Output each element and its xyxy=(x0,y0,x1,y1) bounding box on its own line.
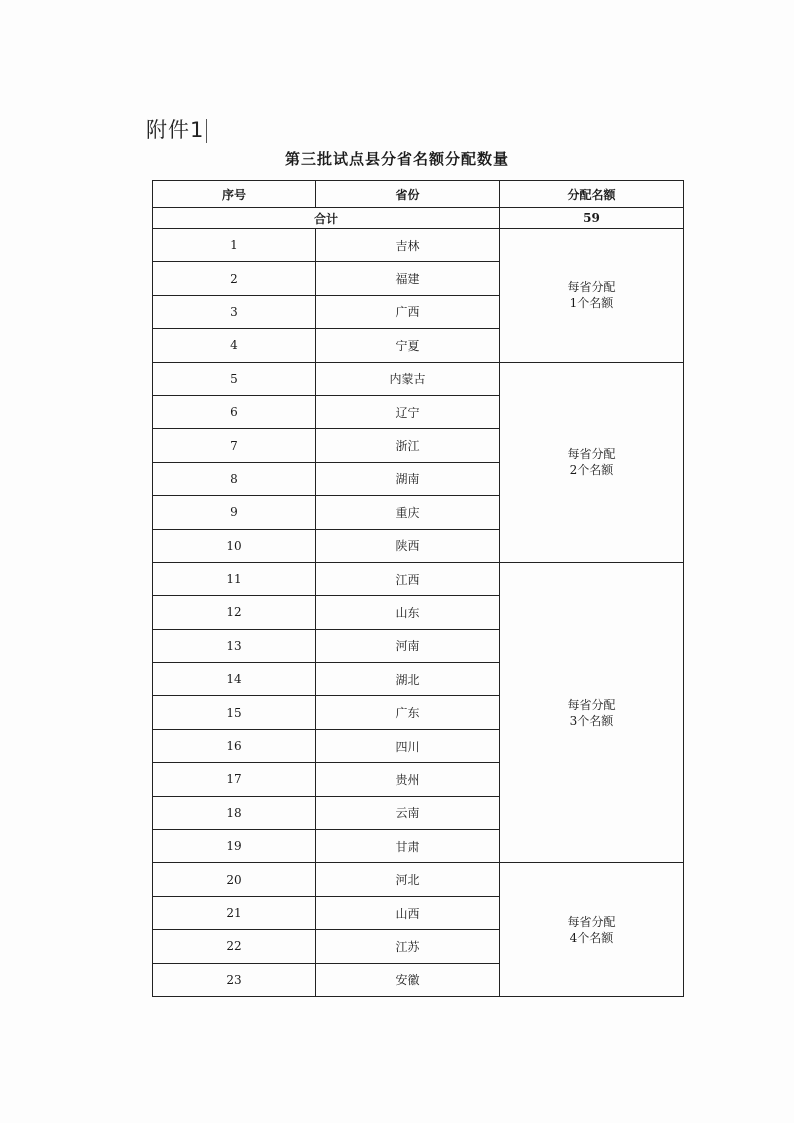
total-label: 合计 xyxy=(153,208,500,229)
group-line1: 每省分配 xyxy=(567,914,616,929)
row-province: 河南 xyxy=(316,629,500,662)
row-province: 广东 xyxy=(316,696,500,729)
row-province: 辽宁 xyxy=(316,395,500,428)
row-no: 11 xyxy=(153,562,316,595)
table-row xyxy=(153,229,684,262)
row-province: 内蒙古 xyxy=(316,362,500,395)
document-title: 第三批试点县分省名额分配数量 xyxy=(284,150,509,168)
row-province: 宁夏 xyxy=(316,329,500,362)
row-no: 10 xyxy=(153,529,316,562)
row-province: 山西 xyxy=(316,896,500,929)
table-row xyxy=(153,863,684,896)
row-province: 江西 xyxy=(316,562,500,595)
row-province: 福建 xyxy=(316,262,500,295)
row-no: 8 xyxy=(153,462,316,495)
row-province: 云南 xyxy=(316,796,500,829)
row-no: 19 xyxy=(153,830,316,863)
row-no: 4 xyxy=(153,329,316,362)
header-quota: 分配名额 xyxy=(500,181,684,208)
row-province: 重庆 xyxy=(316,496,500,529)
row-no: 1 xyxy=(153,229,316,262)
table-header-row xyxy=(153,181,684,208)
row-no: 12 xyxy=(153,596,316,629)
row-province: 湖北 xyxy=(316,663,500,696)
total-value: 59 xyxy=(500,208,684,229)
total-row xyxy=(153,208,684,229)
row-no: 6 xyxy=(153,395,316,428)
row-no: 5 xyxy=(153,362,316,395)
attachment-label: 附件1 xyxy=(146,114,207,144)
row-no: 18 xyxy=(153,796,316,829)
quota-group-2 xyxy=(500,362,684,562)
row-no: 9 xyxy=(153,496,316,529)
row-province: 吉林 xyxy=(316,229,500,262)
header-province: 省份 xyxy=(316,181,500,208)
row-province: 山东 xyxy=(316,596,500,629)
row-no: 22 xyxy=(153,930,316,963)
group-line1: 每省分配 xyxy=(567,447,616,462)
row-province: 广西 xyxy=(316,295,500,328)
row-no: 2 xyxy=(153,262,316,295)
group-line2: 2个名额 xyxy=(569,463,614,478)
row-no: 13 xyxy=(153,629,316,662)
group-line2: 4个名额 xyxy=(569,930,614,945)
row-no: 23 xyxy=(153,963,316,996)
row-province: 湖南 xyxy=(316,462,500,495)
row-province: 浙江 xyxy=(316,429,500,462)
row-province: 河北 xyxy=(316,863,500,896)
quota-group-1 xyxy=(500,229,684,363)
row-no: 14 xyxy=(153,663,316,696)
row-province: 贵州 xyxy=(316,763,500,796)
row-province: 四川 xyxy=(316,729,500,762)
row-no: 21 xyxy=(153,896,316,929)
header-no: 序号 xyxy=(153,181,316,208)
group-line1: 每省分配 xyxy=(567,280,616,295)
row-province: 江苏 xyxy=(316,930,500,963)
row-province: 甘肃 xyxy=(316,830,500,863)
row-no: 16 xyxy=(153,729,316,762)
row-no: 3 xyxy=(153,295,316,328)
group-line2: 1个名额 xyxy=(569,296,614,311)
row-province: 安徽 xyxy=(316,963,500,996)
table-row xyxy=(153,562,684,595)
row-no: 20 xyxy=(153,863,316,896)
row-no: 17 xyxy=(153,763,316,796)
quota-group-3 xyxy=(500,562,684,863)
quota-group-4 xyxy=(500,863,684,997)
group-line2: 3个名额 xyxy=(569,713,614,728)
quota-table xyxy=(152,180,684,997)
row-no: 7 xyxy=(153,429,316,462)
row-no: 15 xyxy=(153,696,316,729)
group-line1: 每省分配 xyxy=(567,697,616,712)
table-row xyxy=(153,362,684,395)
row-province: 陕西 xyxy=(316,529,500,562)
